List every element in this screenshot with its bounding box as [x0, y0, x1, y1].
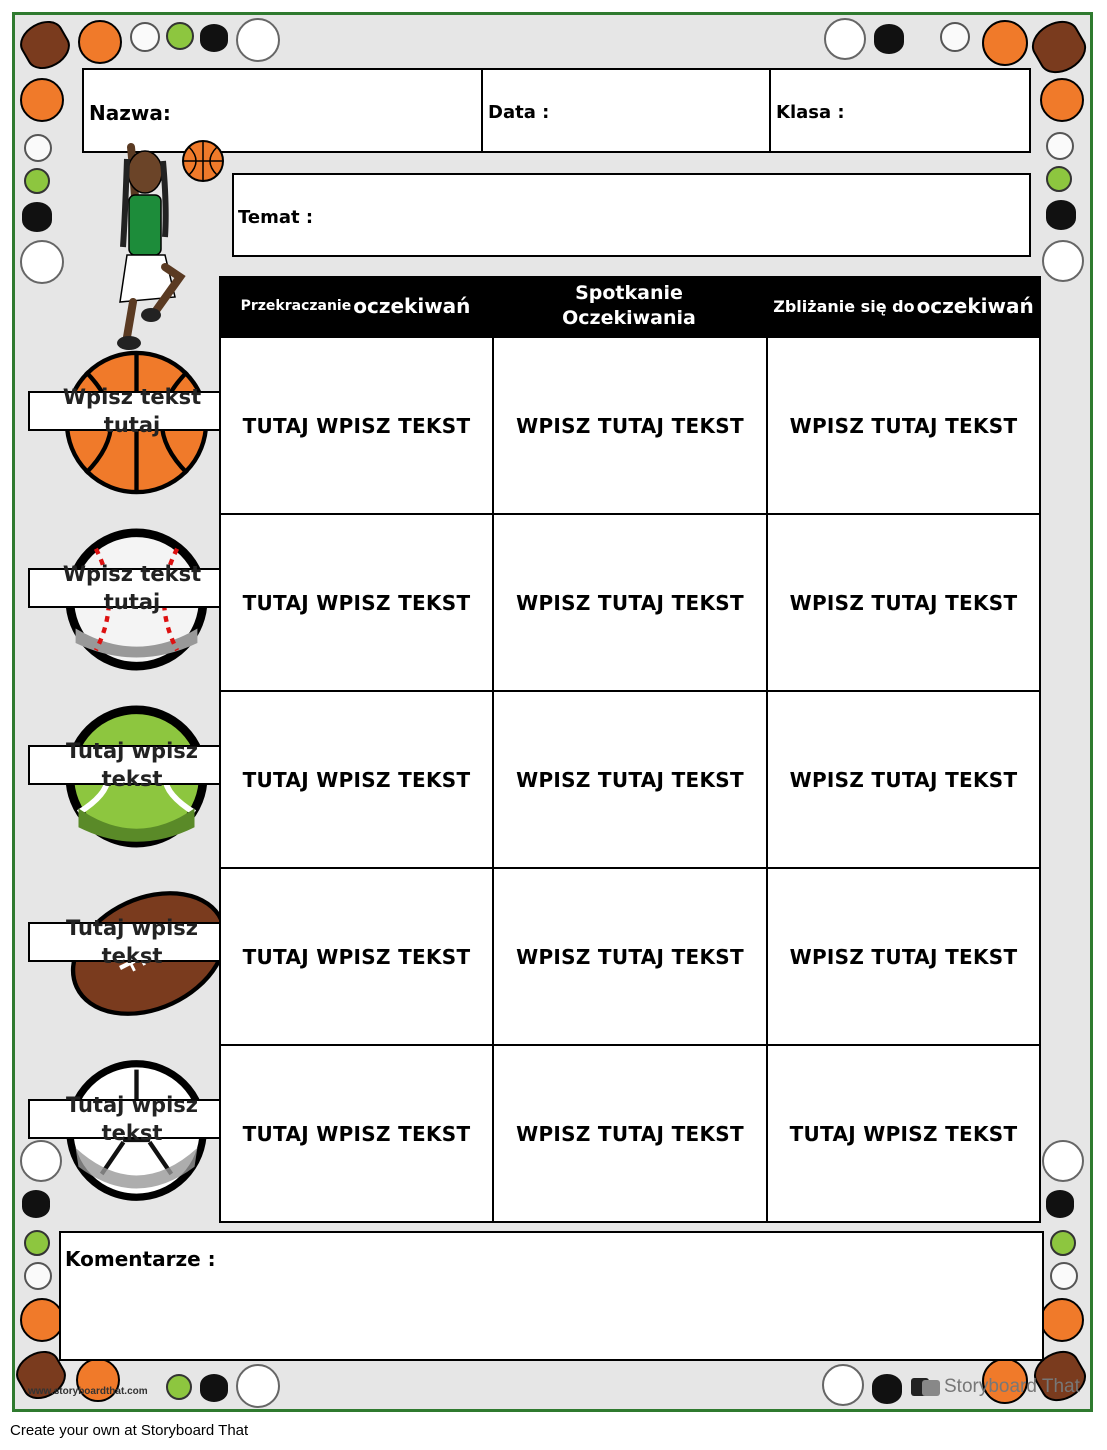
rubric-cell[interactable] [492, 690, 768, 869]
basketball-icon [982, 20, 1028, 66]
rubric-cell-text: TUTAJ WPISZ TEKST [242, 590, 471, 615]
column-header-approaching-prefix: Zbliżanie się do [773, 296, 915, 316]
rubric-cell[interactable] [219, 336, 494, 515]
rubric-cell[interactable] [766, 336, 1041, 515]
row-label[interactable] [28, 562, 236, 614]
rubric-cell-text: TUTAJ WPISZ TEKST [242, 1121, 471, 1146]
basketball-icon [78, 20, 122, 64]
rubric-cell[interactable] [492, 1044, 768, 1223]
date-label: Data : [488, 102, 550, 123]
basketball-icon [20, 78, 64, 122]
row-label[interactable] [28, 385, 236, 437]
column-header-approaching [766, 276, 1041, 336]
row-label-text: Tutaj wpisz tekst [65, 916, 199, 968]
tennis-ball-icon [24, 168, 50, 194]
hockey-puck-icon [200, 24, 228, 52]
rubric-cell[interactable] [219, 513, 494, 692]
rubric-cell[interactable] [766, 1044, 1041, 1223]
rubric-cell[interactable] [219, 867, 494, 1046]
column-header-meeting-text: Spotkanie Oczekiwania [562, 282, 696, 329]
row-label[interactable] [28, 1093, 236, 1145]
rubric-cell[interactable] [766, 867, 1041, 1046]
rubric-cell-text: TUTAJ WPISZ TEKST [242, 944, 471, 969]
class-label: Klasa : [776, 102, 845, 123]
row-label-text: Tutaj wpisz tekst [65, 1093, 199, 1145]
comments-field[interactable] [59, 1231, 1044, 1361]
volleyball-icon [236, 1364, 280, 1408]
footer-text: Create your own at Storyboard That [10, 1422, 249, 1439]
tennis-ball-icon [1046, 166, 1072, 192]
tennis-ball-icon [24, 1230, 50, 1256]
row-label-text: Wpisz tekst tutaj [62, 562, 202, 614]
rubric-cell[interactable] [492, 867, 768, 1046]
volleyball-icon [20, 1140, 62, 1182]
watermark-brand [910, 1376, 1080, 1398]
baseball-icon [1046, 132, 1074, 160]
row-label-text: Tutaj wpisz tekst [65, 739, 199, 791]
row-label[interactable] [28, 916, 236, 968]
baseball-icon [940, 22, 970, 52]
basketball-player-icon [105, 137, 230, 359]
volleyball-icon [1042, 1140, 1084, 1182]
hockey-puck-icon [1046, 1190, 1074, 1218]
column-header-exceeding-emph: oczekiwań [353, 294, 471, 318]
volleyball-icon [1042, 240, 1084, 282]
baseball-icon [130, 22, 160, 52]
topic-label: Temat : [238, 207, 314, 228]
class-field[interactable] [769, 68, 1031, 153]
watermark-brand-text: Storyboard That [944, 1376, 1080, 1397]
rubric-cell-text: WPISZ TUTAJ TEKST [516, 944, 744, 969]
tennis-ball-icon [166, 22, 194, 50]
basketball-icon [1040, 78, 1084, 122]
rubric-cell[interactable] [219, 690, 494, 869]
rubric-cell-text: WPISZ TUTAJ TEKST [789, 944, 1018, 969]
rubric-cell-text: TUTAJ WPISZ TEKST [242, 767, 471, 792]
rubric-cell[interactable] [492, 513, 768, 692]
rubric-cell-text: WPISZ TUTAJ TEKST [516, 413, 744, 438]
rubric-cell-text: TUTAJ WPISZ TEKST [242, 413, 471, 438]
hockey-puck-icon [200, 1374, 228, 1402]
baseball-icon [24, 134, 52, 162]
rubric-cell[interactable] [219, 1044, 494, 1223]
date-field[interactable] [481, 68, 771, 153]
hockey-puck-icon [1046, 200, 1076, 230]
watermark-url: www.storyboardthat.com [28, 1386, 148, 1397]
volleyball-icon [236, 18, 280, 62]
basketball-icon [20, 1298, 64, 1342]
row-label-text: Wpisz tekst tutaj [62, 385, 202, 437]
volleyball-icon [822, 1364, 864, 1406]
hockey-puck-icon [22, 202, 52, 232]
rubric-cell[interactable] [492, 336, 768, 515]
rubric-cell-text: WPISZ TUTAJ TEKST [516, 1121, 744, 1146]
column-header-exceeding-prefix: Przekraczanie [240, 298, 352, 314]
storyboard-logo-icon [910, 1376, 942, 1398]
rubric-cell[interactable] [766, 513, 1041, 692]
comments-label: Komentarze : [65, 1247, 216, 1271]
rubric-cell-text: WPISZ TUTAJ TEKST [789, 590, 1018, 615]
baseball-icon [1050, 1262, 1078, 1290]
volleyball-icon [20, 240, 64, 284]
column-header-exceeding [219, 276, 492, 336]
column-header-approaching-emph: oczekiwań [916, 294, 1034, 318]
rubric-cell-text: WPISZ TUTAJ TEKST [789, 413, 1018, 438]
name-label: Nazwa: [89, 101, 171, 125]
basketball-icon [1040, 1298, 1084, 1342]
rubric-cell-text: WPISZ TUTAJ TEKST [516, 590, 744, 615]
rubric-cell[interactable] [766, 690, 1041, 869]
hockey-puck-icon [22, 1190, 50, 1218]
hockey-puck-icon [874, 24, 904, 54]
volleyball-icon [824, 18, 866, 60]
tennis-ball-icon [166, 1374, 192, 1400]
rubric-cell-text: WPISZ TUTAJ TEKST [516, 767, 744, 792]
rubric-cell-text: TUTAJ WPISZ TEKST [789, 1121, 1018, 1146]
topic-field[interactable] [232, 173, 1031, 257]
rubric-cell-text: WPISZ TUTAJ TEKST [789, 767, 1018, 792]
column-header-meeting [492, 276, 766, 336]
row-label[interactable] [28, 739, 236, 791]
hockey-puck-icon [872, 1374, 902, 1404]
tennis-ball-icon [1050, 1230, 1076, 1256]
baseball-icon [24, 1262, 52, 1290]
